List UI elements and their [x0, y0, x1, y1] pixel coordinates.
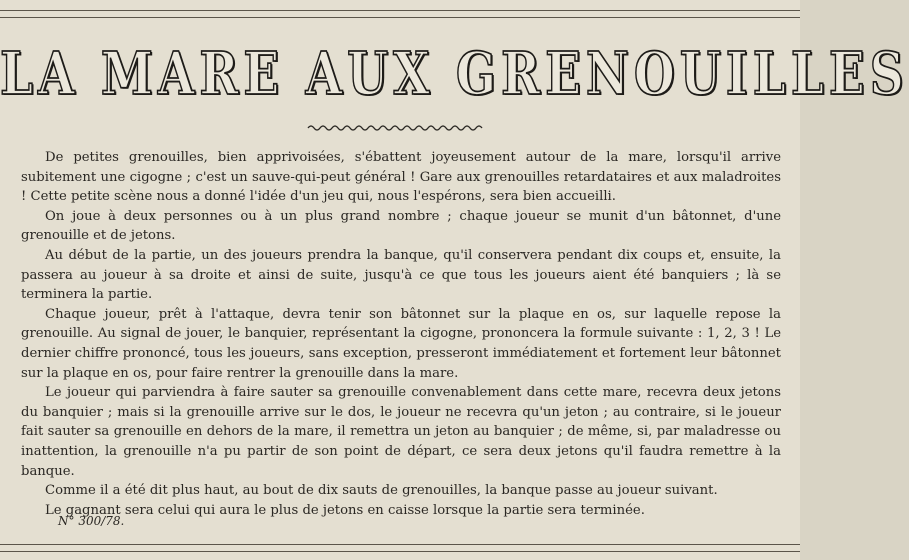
paragraph-bank: Au début de la partie, un des joueurs prendra la banque, qu'il conservera pendant dix coups et, ensuite, la passera au joueur à sa droite et ainsi de suite, jusqu'à ce que tous les joueurs aient été banquiers ; là se terminera la partie.	[21, 247, 781, 303]
bottom-border-rule	[0, 544, 800, 552]
paragraph-rotation: Comme il a été dit plus haut, au bout de dix sauts de grenouilles, la banque passe au joueur suivant.	[45, 483, 718, 499]
paragraph-winner: Le gagnant sera celui qui aura le plus de jetons en caisse lorsque la partie sera terminée.	[45, 502, 645, 518]
page-title: LA MARE AUX GRENOUILLES	[0, 40, 909, 109]
rules-text	[21, 148, 781, 520]
paragraph-players: On joue à deux personnes ou à un plus grand nombre ; chaque joueur se munit d'un bâtonnet, d'une grenouille et de jetons.	[21, 208, 781, 244]
paragraph-intro: De petites grenouilles, bien apprivoisées, s'ébattent joyeusement autour de la mare, lorsqu'il arrive subitement une cigogne ; c'est un sauve-qui-peut général ! Gare aux grenouilles retardataires et aux maladroites ! Cette petite scène nous a donné l'idée d'un jeu qui, nous l'espérons, sera bien accueilli.	[21, 150, 781, 205]
top-border-rule	[0, 10, 800, 18]
wavy-ornament	[308, 124, 484, 132]
paragraph-scoring: Le joueur qui parviendra à faire sauter sa grenouille convenablement dans cette mare, recevra deux jetons du banquier ; mais si la grenouille arrive sur le dos, le joueur ne recevra qu'un jeton ; au contraire, si le joueur fait sauter sa grenouille en dehors de la mare, il remettra un jeton au banquier ; de même, si, par maladresse ou inattention, la grenouille n'a pu partir de son point de départ, ce sera deux jetons qu'il faudra remettre à la banque.	[21, 385, 781, 479]
reference-number: N° 300/78.	[58, 514, 125, 528]
paragraph-play: Chaque joueur, prêt à l'attaque, devra tenir son bâtonnet sur la plaque en os, sur laquelle repose la grenouille. Au signal de jouer, le banquier, représentant la cigogne, prononcera la formule suivante : 1, 2, 3 ! Le dernier chiffre prononcé, tous les joueurs, sans exception, presseront immédiatement et fortement leur bâtonnet sur la plaque en os, pour faire rentrer la grenouille dans la mare.	[21, 306, 781, 381]
